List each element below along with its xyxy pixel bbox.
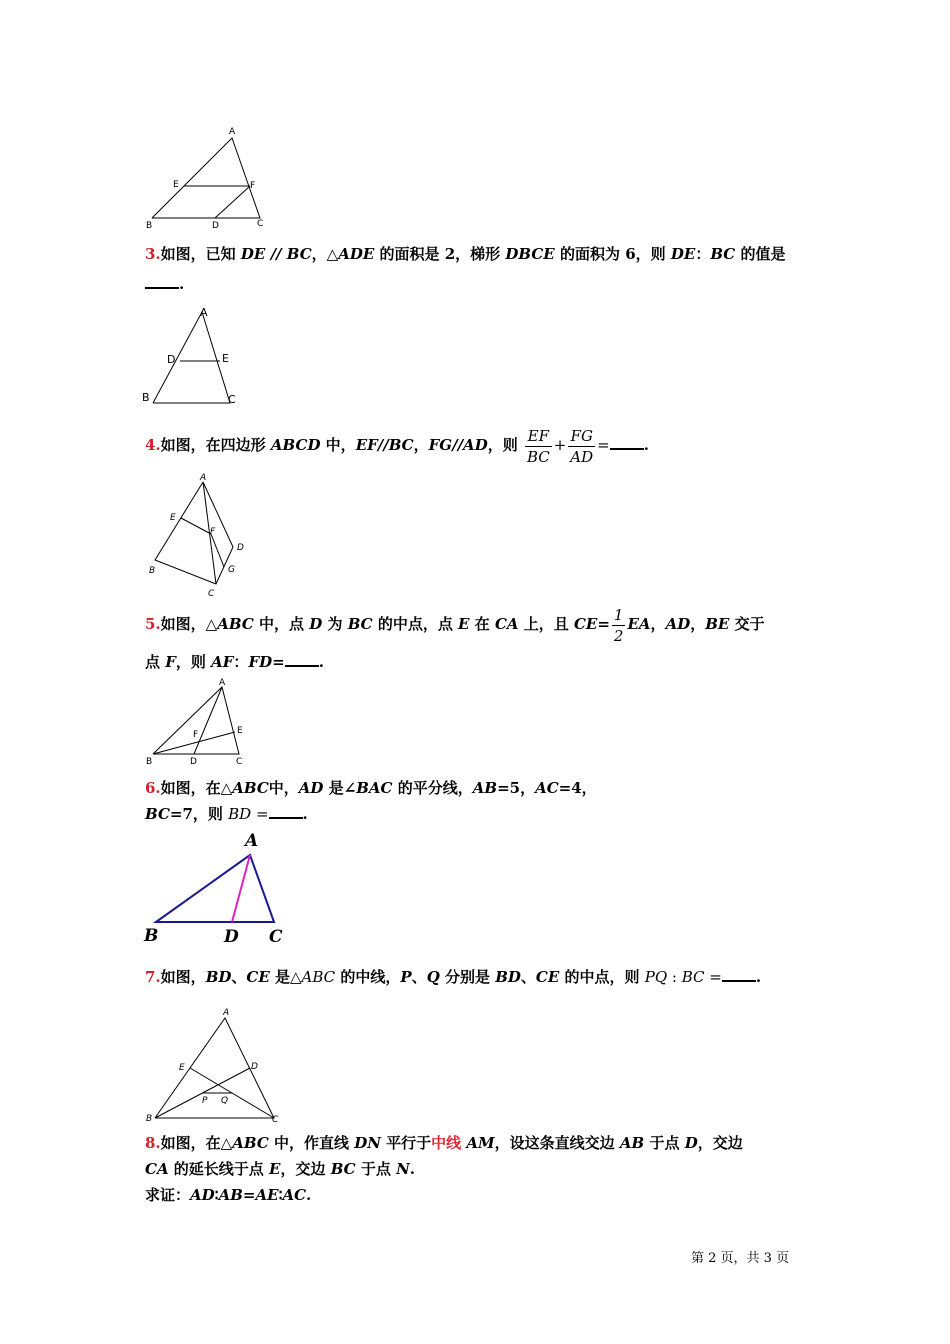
question-8-line1	[145, 1129, 743, 1157]
q7-text: :	[667, 968, 682, 986]
q5-math: EA	[627, 615, 651, 633]
label-a: A	[200, 306, 208, 319]
figure-q3	[140, 304, 250, 410]
q6-math: BAC	[356, 779, 393, 797]
q8-text: ，设这条直线交边	[494, 1134, 620, 1152]
q5-text: 的中点，点	[372, 615, 459, 633]
answer-blank[interactable]	[269, 803, 303, 819]
triangle-abc	[153, 687, 239, 754]
q5-text: 为	[322, 615, 348, 633]
q7-math: CE	[535, 968, 560, 986]
q6-text: 的平分线，	[392, 779, 473, 797]
triangle-abc	[156, 855, 274, 922]
label-e: E	[170, 513, 176, 523]
q3-math: DBCE	[505, 245, 555, 263]
page-footer: 第 2 页，共 3 页	[691, 1251, 790, 1266]
label-b: B	[142, 391, 150, 404]
q8-text: ∶	[214, 1186, 219, 1204]
q6-text: .	[302, 805, 308, 823]
label-a: A	[200, 473, 207, 483]
answer-blank[interactable]	[722, 966, 756, 982]
question-5-line2	[145, 648, 324, 676]
q7-math: Q	[426, 968, 440, 986]
question-number: 8.	[145, 1134, 161, 1152]
label-e: E	[179, 1063, 185, 1073]
q8-math: AB	[218, 1186, 243, 1204]
q8-text: 求证：	[145, 1186, 191, 1204]
fraction-numerator: EF	[525, 426, 552, 447]
q5-math: E	[458, 615, 470, 633]
question-number: 3.	[145, 245, 161, 263]
q5-text: =	[597, 615, 610, 633]
q8-math: ABC	[232, 1134, 269, 1152]
question-3-line1	[145, 240, 785, 268]
q5-math: BE	[705, 615, 730, 633]
q5-text: ，	[650, 615, 666, 633]
q7-text: 分别是	[439, 968, 496, 986]
q7-text: 如图，	[160, 968, 206, 986]
q5-text: ，则	[175, 653, 212, 671]
q7-math: PQ	[644, 968, 668, 986]
q8-highlight: 中线	[431, 1134, 462, 1152]
q5-text: 在	[469, 615, 495, 633]
label-p: P	[202, 1096, 208, 1106]
q5-text: ：	[233, 653, 249, 671]
q7-math: BD	[495, 968, 521, 986]
question-number: 5.	[145, 615, 161, 633]
q8-math: AM	[466, 1134, 495, 1152]
q7-text: 是△	[269, 968, 302, 986]
question-8-line2	[145, 1155, 415, 1183]
q6-text: 如图，在△	[160, 779, 233, 797]
q4-text: 中，	[320, 436, 356, 454]
q8-text: .	[306, 1186, 312, 1204]
q8-math: E	[269, 1160, 281, 1178]
q8-text: ，交边	[280, 1160, 331, 1178]
q7-math: BD	[205, 968, 232, 986]
triangle-abc	[153, 312, 230, 403]
q3-text: 的值是	[735, 245, 786, 263]
answer-blank[interactable]	[145, 273, 179, 289]
q5-math: CE	[573, 615, 598, 633]
q3-text: 如图，已知	[160, 245, 241, 263]
q3-text: ，△	[311, 245, 339, 263]
q3-text: 的面积是 2，梯形	[374, 245, 506, 263]
q5-math: F	[165, 653, 176, 671]
label-f: F	[250, 181, 256, 191]
label-d: D	[224, 927, 239, 947]
q7-math: BC	[681, 968, 705, 986]
q8-text: 于点	[355, 1160, 397, 1178]
q3-text: .	[179, 275, 185, 293]
label-q: Q	[221, 1096, 229, 1106]
q3-math: DE	[670, 245, 696, 263]
question-7	[145, 963, 761, 991]
q4-math: FG//AD	[428, 436, 488, 454]
q7-text: 、	[411, 968, 427, 986]
label-b: B	[146, 1114, 153, 1124]
q7-text: 、	[520, 968, 536, 986]
label-f: F	[193, 730, 199, 740]
q7-math: CE	[246, 968, 270, 986]
question-4	[145, 422, 649, 468]
label-c: C	[272, 1115, 279, 1125]
q8-math: BC	[330, 1160, 356, 1178]
q8-math: AD	[190, 1186, 215, 1204]
q5-text: =	[272, 653, 285, 671]
q8-math: N	[396, 1160, 410, 1178]
q5-math: AD	[665, 615, 691, 633]
label-b: B	[146, 757, 153, 767]
q6-text: =7，则	[169, 805, 229, 823]
triangle-abc	[152, 138, 260, 218]
q6-text: =	[251, 805, 269, 823]
answer-blank[interactable]	[285, 651, 319, 667]
segment-ef	[181, 518, 211, 534]
q4-text: ，	[413, 436, 429, 454]
label-c: C	[269, 927, 283, 947]
q5-math: AF	[211, 653, 234, 671]
fraction-ef-bc	[525, 426, 552, 467]
q8-text: 的延长线于点	[168, 1160, 270, 1178]
question-number: 4.	[145, 436, 161, 454]
q5-math: ABC	[217, 615, 254, 633]
label-a: A	[219, 678, 226, 688]
q4-text: .	[643, 436, 649, 454]
q8-math: AC	[282, 1186, 307, 1204]
figure-q2	[140, 122, 280, 234]
question-8-line3	[145, 1181, 311, 1209]
q5-text: 点	[145, 653, 166, 671]
q8-math: D	[684, 1134, 698, 1152]
q7-text: 、	[231, 968, 247, 986]
figure-q4	[140, 472, 260, 600]
q8-text: ，交边	[697, 1134, 743, 1152]
q6-text: 是∠	[323, 779, 357, 797]
q7-text: .	[755, 968, 762, 986]
label-a: A	[229, 127, 236, 137]
label-d: D	[212, 221, 219, 231]
q6-math: AC	[535, 779, 559, 797]
label-c: C	[257, 219, 264, 229]
q8-math: DN	[354, 1134, 381, 1152]
label-c: C	[208, 589, 215, 599]
question-number: 7.	[145, 968, 161, 986]
fraction-fg-ad	[568, 426, 595, 467]
label-d: D	[190, 757, 197, 767]
question-6-line2	[145, 800, 308, 828]
q8-math: AE	[255, 1186, 279, 1204]
label-b: B	[146, 221, 153, 231]
question-5-line1	[145, 602, 765, 646]
q5-text: 交于	[729, 615, 765, 633]
question-3-line2	[145, 270, 184, 298]
label-f: F	[210, 527, 216, 537]
q7-text: 的中点，则	[559, 968, 645, 986]
label-c: C	[228, 393, 236, 406]
q6-text: =5，	[497, 779, 536, 797]
q6-math: ABC	[232, 779, 269, 797]
q3-math: DE // BC	[240, 245, 312, 263]
label-d: D	[237, 543, 244, 553]
question-number: 6.	[145, 779, 161, 797]
q4-math: EF//BC	[355, 436, 414, 454]
q5-math: D	[309, 615, 323, 633]
q3-text: ：	[695, 245, 711, 263]
fraction-numerator: FG	[568, 426, 595, 447]
figure-q5	[140, 674, 250, 770]
q5-text: 中，点	[253, 615, 310, 633]
q8-text: 平行于	[380, 1134, 432, 1152]
q5-math: FD	[248, 653, 273, 671]
q6-math: AD	[298, 779, 324, 797]
segment-df	[215, 186, 250, 218]
q5-text: .	[318, 653, 324, 671]
label-b: B	[144, 926, 159, 946]
q5-text: ，	[690, 615, 706, 633]
label-e: E	[173, 180, 179, 190]
plus-sign: +	[553, 436, 567, 454]
figure-q7	[140, 1004, 290, 1128]
q8-text: .	[409, 1160, 416, 1178]
equals-sign: =	[597, 436, 610, 454]
fraction-denominator: BC	[526, 447, 550, 466]
q4-text: 如图，在四边形	[160, 436, 271, 454]
q3-math: ADE	[338, 245, 375, 263]
q6-math: AB	[472, 779, 498, 797]
q8-text: ∶	[278, 1186, 283, 1204]
q5-text: 上，且	[518, 615, 574, 633]
fraction-numerator: 1	[613, 605, 624, 624]
q4-text: ，则	[487, 436, 523, 454]
q8-text: 于点	[644, 1134, 685, 1152]
label-e: E	[237, 726, 243, 736]
q5-math: CA	[494, 615, 519, 633]
label-c: C	[236, 757, 243, 767]
q7-math: ABC	[301, 968, 336, 986]
label-g: G	[228, 565, 235, 575]
fraction-denominator: 2	[613, 626, 624, 645]
q8-math: CA	[145, 1160, 169, 1178]
q6-math: BC	[145, 805, 170, 823]
segment-ad	[194, 687, 222, 754]
question-6-line1	[145, 774, 597, 802]
label-d: D	[251, 1062, 258, 1072]
quadrilateral-abcd	[155, 482, 233, 584]
q7-text: =	[704, 968, 722, 986]
answer-blank[interactable]	[610, 434, 644, 450]
q6-text: =4，	[558, 779, 597, 797]
fraction-one-half	[612, 605, 626, 646]
label-d: D	[167, 353, 176, 366]
q8-math: AB	[619, 1134, 645, 1152]
q4-math: ABCD	[270, 436, 321, 454]
label-a: A	[245, 831, 259, 851]
label-b: B	[149, 566, 156, 576]
label-e: E	[222, 352, 229, 365]
q7-math: P	[400, 968, 412, 986]
q8-text: 中，作直线	[268, 1134, 355, 1152]
label-a: A	[223, 1008, 230, 1018]
q3-text: 的面积为 6，则	[554, 245, 671, 263]
q6-math: BD	[228, 805, 252, 823]
q5-math: BC	[347, 615, 373, 633]
q8-text: =	[242, 1186, 256, 1204]
figure-q6	[140, 828, 300, 948]
fraction-denominator: AD	[570, 447, 594, 466]
q8-text: 如图，在△	[160, 1134, 233, 1152]
q6-text: 中，	[268, 779, 299, 797]
q5-text: 如图，△	[160, 615, 218, 633]
q7-text: 的中线，	[335, 968, 401, 986]
q3-math: BC	[710, 245, 736, 263]
